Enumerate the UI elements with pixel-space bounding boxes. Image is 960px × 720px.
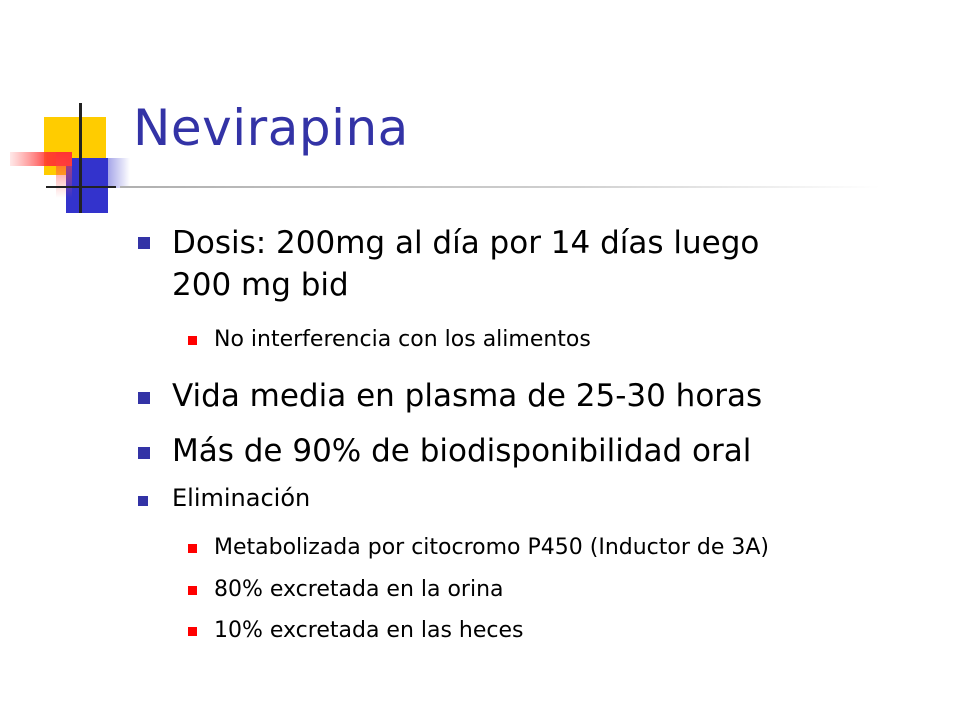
deco-vertical-line [79, 103, 82, 213]
sub-bullet-text: 10% excretada en las heces [214, 618, 524, 643]
bullet-marker [138, 392, 150, 404]
title-divider [120, 186, 880, 188]
sub-bullet-text: Metabolizada por citocromo P450 (Inductor de 3A) [214, 535, 770, 560]
sub-bullet-marker [188, 586, 197, 595]
bullet-marker [138, 447, 150, 459]
deco-horizontal-line [46, 186, 116, 188]
sub-bullet-marker [188, 627, 197, 636]
sub-bullet-text: No interferencia con los alimentos [214, 327, 591, 352]
sub-bullet-text: 80% excretada en la orina [214, 577, 504, 602]
bullet-text: Dosis: 200mg al día por 14 días luego [172, 225, 760, 261]
sub-bullet-marker [188, 336, 197, 345]
bullet-text: Vida media en plasma de 25-30 horas [172, 378, 763, 414]
deco-red-fade [56, 152, 72, 198]
bullet-text: Más de 90% de biodisponibilidad oral [172, 433, 752, 469]
deco-blue-fade [100, 158, 130, 188]
sub-bullet-marker [188, 544, 197, 553]
decorative-logo [0, 0, 140, 230]
slide-title: Nevirapina [133, 99, 409, 157]
bullet-text: Eliminación [172, 484, 311, 512]
bullet-marker [138, 237, 150, 249]
bullet-text-continued: 200 mg bid [172, 267, 349, 303]
bullet-marker [138, 496, 148, 506]
